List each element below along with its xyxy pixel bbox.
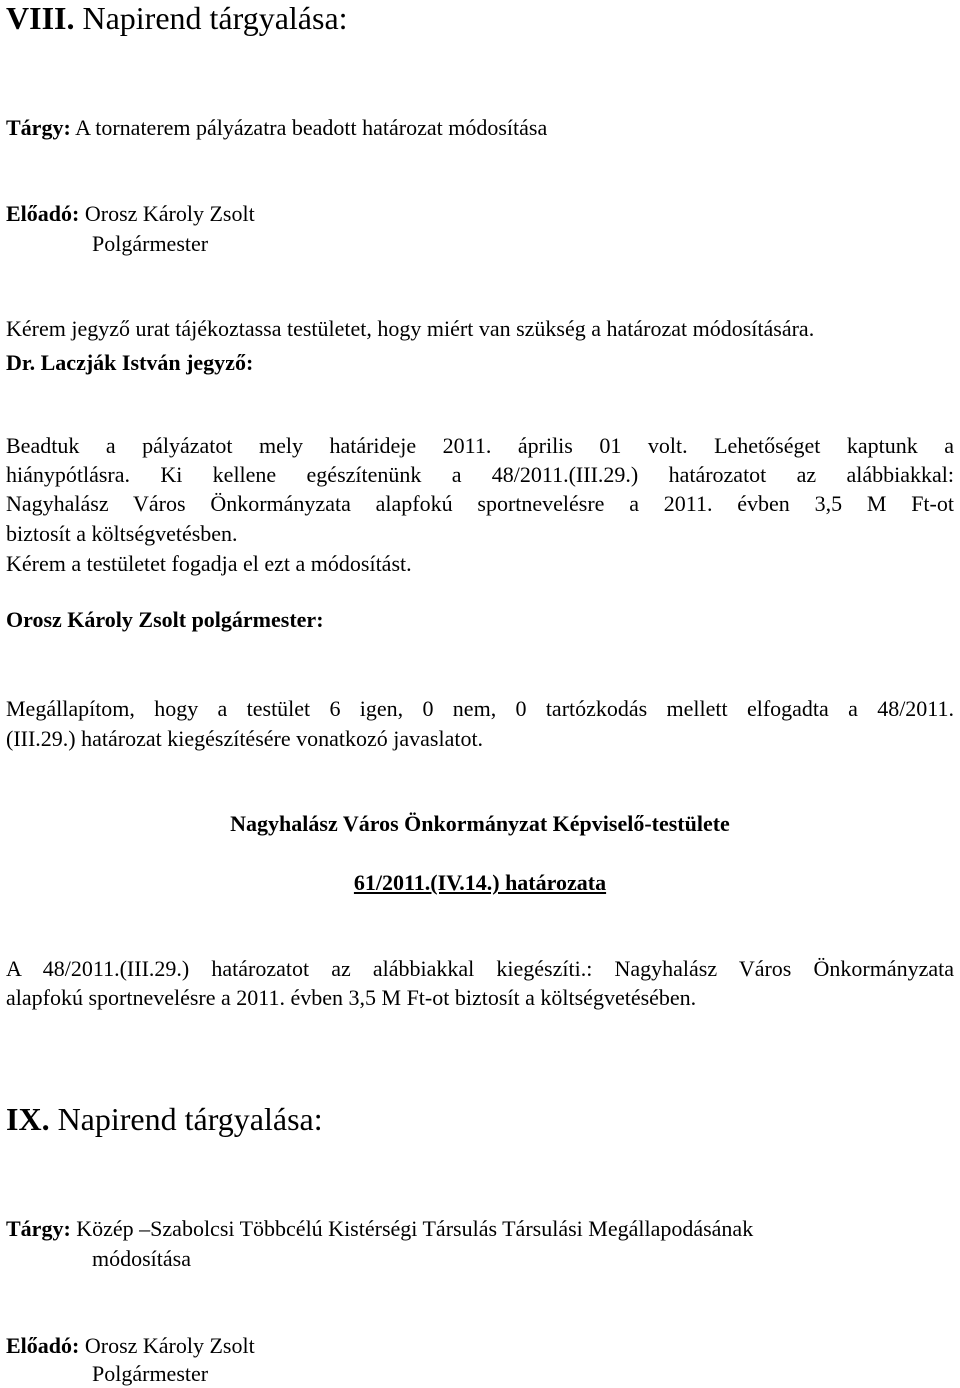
presenter-name: Orosz Károly Zsolt (84, 1333, 255, 1358)
notary-para-line-4: biztosít a költségvetésben. (6, 521, 238, 546)
subject-label: Tárgy: (6, 1216, 71, 1241)
presenter-label: Előadó: (6, 201, 80, 226)
request-text: Kérem jegyző urat tájékoztassa testületet, hogy miért van szükség a határozat módosítására. (6, 316, 815, 341)
notary-para-line-2: hiánypótlásra. Ki kellene egészítenünk a 48/2011.(III.29.) határozatot az alábbiakkal: (6, 462, 954, 487)
speaker-mayor-label: Orosz Károly Zsolt polgármester: (6, 607, 324, 632)
speaker-notary-label: Dr. Laczják István jegyző: (6, 350, 254, 375)
section-9-presenter-title: Polgármester (92, 1361, 209, 1386)
finding-line-1: Megállapítom, hogy a testület 6 igen, 0 nem, 0 tartózkodás mellett elfogadta a 48/2011. (6, 696, 954, 721)
section-9-heading (6, 1103, 323, 1135)
finding-line-2: (III.29.) határozat kiegészítésére vonatkozó javaslatot. (6, 726, 484, 751)
resolution-title: 61/2011.(IV.14.) határozata (353, 870, 607, 895)
section-8-heading-text: Napirend tárgyalása: (82, 0, 348, 36)
resolution-line-2: alapfokú sportnevelésre a 2011. évben 3,5 M Ft-ot biztosít a költségvetésében. (6, 985, 697, 1010)
resolution-line-1: A 48/2011.(III.29.) határozatot az alábbiakkal kiegészíti.: Nagyhalász Város Önkormányzata (6, 956, 954, 981)
subject-text-line-1: Közép –Szabolcsi Többcélú Kistérségi Társulás Társulási Megállapodásának (76, 1216, 754, 1241)
presenter-name: Orosz Károly Zsolt (84, 201, 255, 226)
presenter-label: Előadó: (6, 1333, 80, 1358)
subject-text: A tornaterem pályázatra beadott határozat módosítása (75, 115, 548, 140)
notary-para-line-5: Kérem a testületet fogadja el ezt a módosítást. (6, 551, 412, 576)
notary-para-line-1: Beadtuk a pályázatot mely határideje 2011. április 01 volt. Lehetőséget kaptunk a (6, 433, 954, 458)
section-8-presenter (6, 203, 255, 225)
section-9-subject (6, 1218, 753, 1240)
subject-text-line-2: módosítása (92, 1246, 191, 1271)
section-9-number: IX. (6, 1101, 50, 1137)
section-8-presenter-title: Polgármester (92, 231, 209, 256)
section-9-heading-text: Napirend tárgyalása: (57, 1101, 323, 1137)
section-9-presenter (6, 1335, 255, 1357)
section-8-heading (6, 2, 348, 34)
notary-para-line-3: Nagyhalász Város Önkormányzata alapfokú sportnevelésre a 2011. évben 3,5 M Ft-ot (6, 491, 954, 516)
section-8-number: VIII. (6, 0, 75, 36)
section-8-subject (6, 117, 547, 139)
council-body-title: Nagyhalász Város Önkormányzat Képviselő-testülete (230, 811, 730, 836)
subject-label: Tárgy: (6, 115, 71, 140)
